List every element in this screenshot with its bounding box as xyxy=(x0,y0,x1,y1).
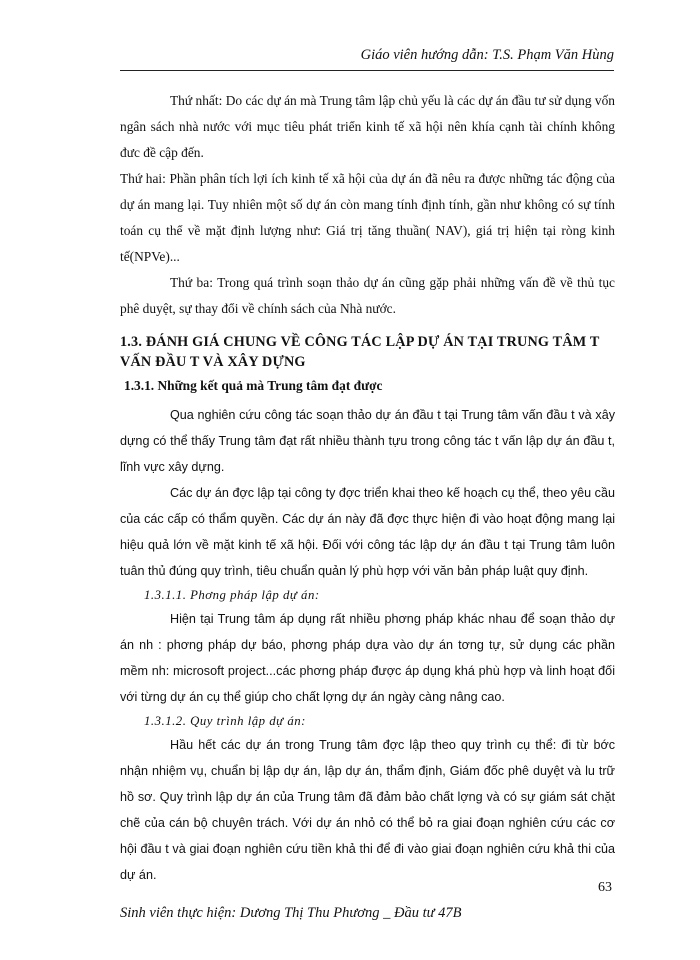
page-body xyxy=(120,88,615,888)
paragraph-process: Hầu hết các dự án trong Trung tâm đợc lập theo quy trình cụ thể: đi từ bớc nhận nhiệm vụ, chuẩn bị lập dự án, lập dự án, thẩm định, Giám đốc phê duyệt và lu trữ hồ sơ. Quy trình lập dự án của Trung tâm đã đảm bảo chất lợng và có sự giám sát chặt chẽ của cán bộ chuyên trách. Với dự án nhỏ có thể bỏ ra giai đoạn nghiên cứu các cơ hội đầu t và giai đoạn nghiên cứu tiền khả thi để đi vào giai đoạn nghiên cứu khả thi của dự án. xyxy=(120,738,615,882)
paragraph-method: Hiện tại Trung tâm áp dụng rất nhiều phơng pháp khác nhau để soạn thảo dự án nh : phơng pháp dự báo, phơng pháp dựa vào dự án tơng tự, sử dụng các phần mềm nh: microsoft project...các phơng pháp được áp dụng khá phù hợp và linh hoạt đối với từng dự án cụ thể giúp cho chất lợng dự án ngày càng nâng cao. xyxy=(120,612,615,704)
paragraph-results-intro: Qua nghiên cứu công tác soạn thảo dự án đầu t tại Trung tâm vấn đầu t và xây dựng có thể thấy Trung tâm đạt rất nhiều thành tựu trong công tác t vấn lập dự án đầu t, lĩnh vực xây dựng. xyxy=(120,408,615,474)
heading-method: 1.3.1.1. Phơng pháp lập dự án: xyxy=(144,588,320,602)
header-text: Giáo viên hướng dẫn: T.S. Phạm Văn Hùng xyxy=(360,47,614,63)
section-heading: 1.3. ĐÁNH GIÁ CHUNG VỀ CÔNG TÁC LẬP DỰ ÁN TẠI TRUNG TÂM T VẤN ĐẦU T VÀ XÂY DỰNG xyxy=(120,334,600,370)
paragraph-third: Thứ ba: Trong quá trình soạn thảo dự án cũng gặp phải những vấn đề về thủ tục phê duyệt, sự thay đổi về chính sách của Nhà nước. xyxy=(120,275,615,316)
page-header xyxy=(120,40,614,71)
paragraph-results-detail: Các dự án đợc lập tại công ty đợc triển khai theo kế hoạch cụ thể, theo yêu cầu của các cấp có thẩm quyền. Các dự án này đã đợc thực hiện đi vào hoạt động mang lại hiệu quả lớn về mặt kinh tế xã hội. Đối với công tác lập dự án đầu t tại Trung tâm luôn tuân thủ đúng quy trình, tiêu chuẩn quản lý phù hợp với văn bản pháp luật quy định. xyxy=(120,486,615,578)
subsection-heading: 1.3.1. Những kết quả mà Trung tâm đạt được xyxy=(124,378,383,393)
heading-process: 1.3.1.2. Quy trình lập dự án: xyxy=(144,714,306,728)
page-number: 63 xyxy=(598,880,612,895)
paragraph-first: Thứ nhất: Do các dự án mà Trung tâm lập chủ yếu là các dự án đầu tư sử dụng vốn ngân sách nhà nước với mục tiêu phát triển kinh tế xã hội nên khía cạnh tài chính không đưc đề cập đến. xyxy=(120,93,615,160)
page-footer: Sinh viên thực hiện: Dương Thị Thu Phương _ Đầu tư 47B xyxy=(120,905,462,921)
paragraph-second: Thứ hai: Phần phân tích lợi ích kinh tế xã hội của dự án đã nêu ra được những tác động của dự án mang lại. Tuy nhiên một số dự án còn mang tính định tính, gần như không có sự tính toán cụ thể về mặt định lượng như: Giá trị tăng thuần( NAV), giá trị hiện tại ròng kinh tế(NPVe)... xyxy=(120,171,615,264)
